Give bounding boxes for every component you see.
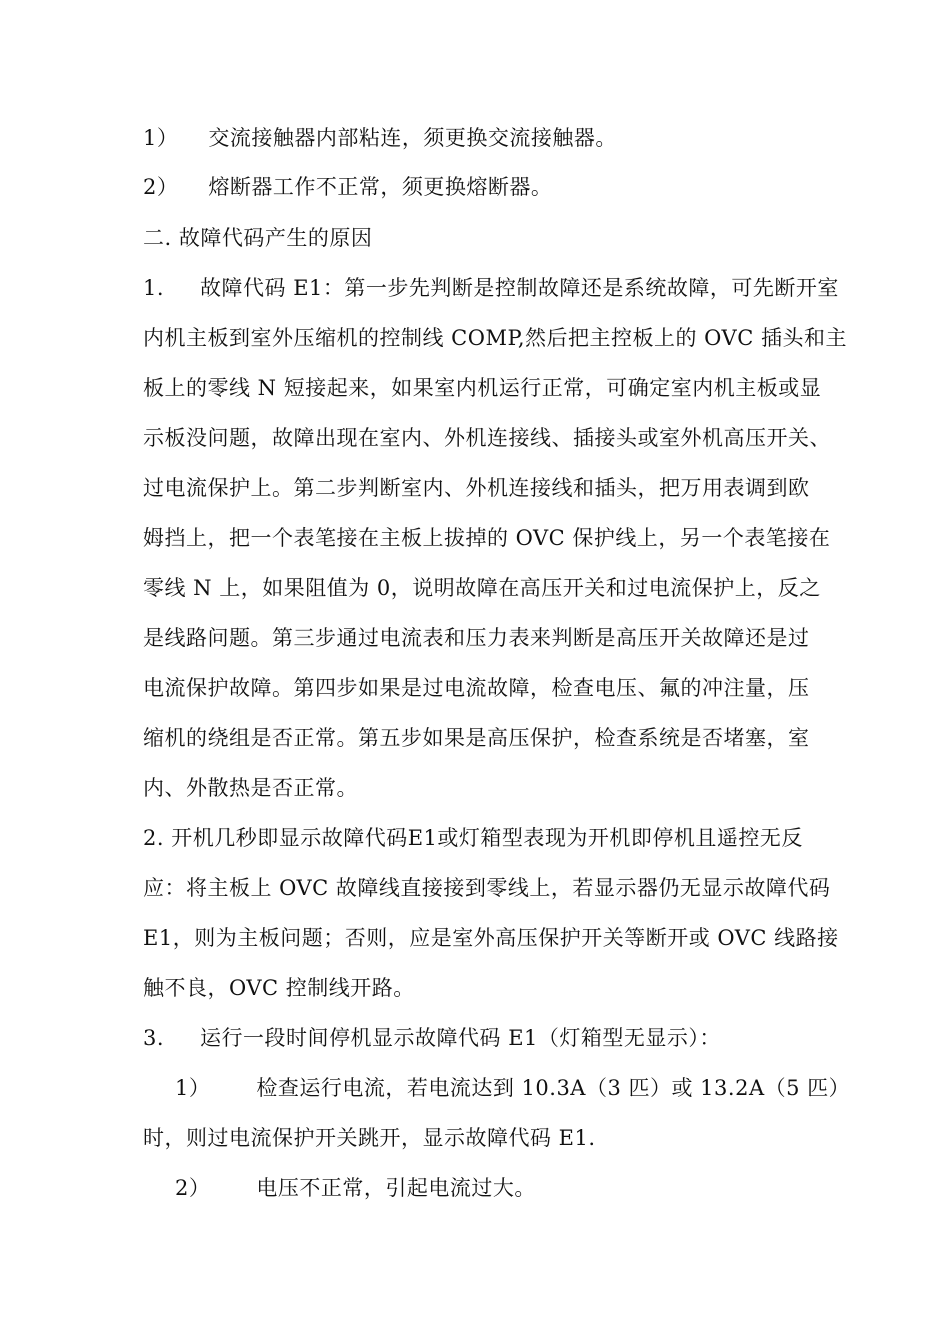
paragraph-1-line-2: 内机主板到室外压缩机的控制线 COMP,然后把主控板上的 OVC 插头和主 [143, 326, 847, 350]
sub-item-2 [175, 1174, 536, 1202]
list-item-1 [143, 124, 617, 152]
paragraph-marker: 1. [143, 276, 165, 300]
paragraph-1-line-10: 缩机的绕组是否正常。第五步如果是高压保护，检查系统是否堵塞，室 [143, 726, 810, 750]
sub-item-marker: 1） [175, 1076, 211, 1100]
paragraph-1-line-11: 内、外散热是否正常。 [143, 776, 358, 800]
sub-item-1 [175, 1074, 850, 1102]
sub-item-text: 电压不正常，引起电流过大。 [256, 1176, 536, 1200]
paragraph-2-line-4: 触不良，OVC 控制线开路。 [143, 976, 415, 1000]
list-item-text: 熔断器工作不正常，须更换熔断器。 [208, 175, 553, 199]
paragraph-1-line-7: 零线 N 上，如果阻值为 0，说明故障在高压开关和过电流保护上，反之 [143, 576, 821, 600]
list-item-2 [143, 173, 552, 201]
paragraph-1-line-4: 示板没问题，故障出现在室内、外机连接线、插接头或室外机高压开关、 [143, 426, 831, 450]
list-marker: 1） [143, 126, 179, 150]
paragraph-2-line-1: 2. 开机几秒即显示故障代码E1或灯箱型表现为开机即停机且遥控无反 [143, 826, 803, 850]
sub-item-marker: 2） [175, 1176, 211, 1200]
sub-item-text: 检查运行电流，若电流达到 10.3A（3 匹）或 13.2A（5 匹） [256, 1076, 851, 1100]
list-item-text: 交流接触器内部粘连，须更换交流接触器。 [208, 126, 617, 150]
paragraph-text: 运行一段时间停机显示故障代码 E1（灯箱型无显示）： [200, 1026, 721, 1050]
paragraph-1-line-9: 电流保护故障。第四步如果是过电流故障，检查电压、氟的冲注量，压 [143, 676, 810, 700]
paragraph-3-heading [143, 1024, 721, 1052]
paragraph-2-line-2: 应：将主板上 OVC 故障线直接接到零线上，若显示器仍无显示故障代码 [143, 876, 831, 900]
paragraph-2-line-3: E1，则为主板问题；否则，应是室外高压保护开关等断开或 OVC 线路接 [143, 926, 839, 950]
sub-item-1-continuation: 时，则过电流保护开关跳开，显示故障代码 E1. [143, 1126, 596, 1150]
paragraph-1-line-6: 姆挡上，把一个表笔接在主板上拔掉的 OVC 保护线上，另一个表笔接在 [143, 526, 831, 550]
paragraph-1-line-3: 板上的零线 N 短接起来，如果室内机运行正常，可确定室内机主板或显 [143, 376, 822, 400]
section-heading: 二. 故障代码产生的原因 [143, 226, 373, 250]
paragraph-1-line-1 [143, 274, 839, 302]
paragraph-1-line-5: 过电流保护上。第二步判断室内、外机连接线和插头，把万用表调到欧 [143, 476, 810, 500]
paragraph-1-line-8: 是线路问题。第三步通过电流表和压力表来判断是高压开关故障还是过 [143, 626, 810, 650]
paragraph-text: 故障代码 E1：第一步先判断是控制故障还是系统故障，可先断开室 [200, 276, 839, 300]
list-marker: 2） [143, 175, 179, 199]
paragraph-marker: 3. [143, 1026, 165, 1050]
